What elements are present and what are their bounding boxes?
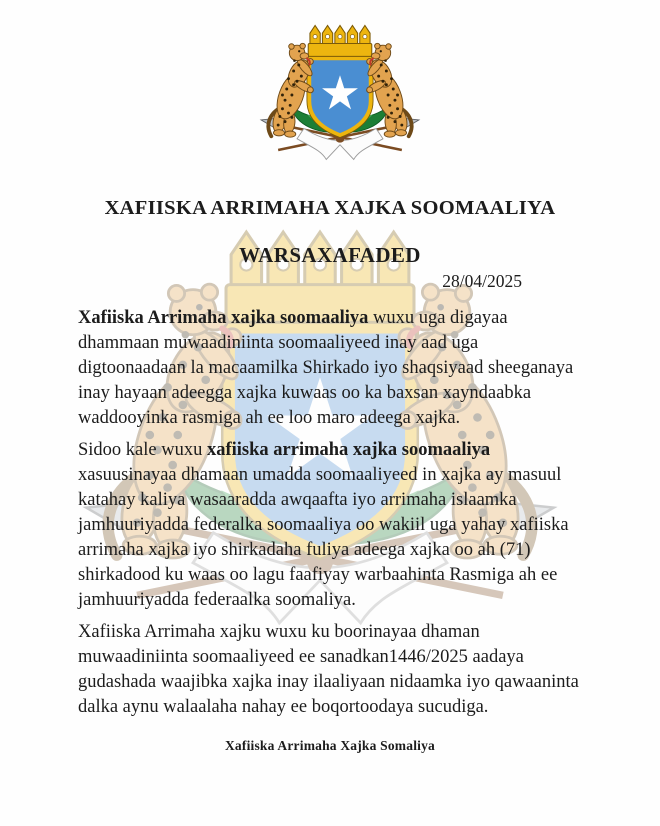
- document-footer: Xafiiska Arrimaha Xajka Somaliya: [224, 738, 436, 753]
- paragraph: [78, 620, 590, 720]
- paragraph-bold-text: xafiiska arrimaha xajka soomaaliya: [206, 440, 491, 460]
- somalia-coat-of-arms-icon: [254, 22, 426, 168]
- document-body: [78, 306, 590, 727]
- paragraph: [78, 438, 590, 613]
- paragraph: [78, 306, 590, 431]
- document-date: 28/04/2025: [442, 271, 522, 291]
- paragraph-text: wuxu uga digayaa dhammaan muwaadiniinta soomaaliyeed inay aad uga digtoonaadaan la macaamilka Shirkado iyo shaqsiyaad sheeganaya inay hayaan adeegga xajka kuwaas oo ka baxsan xayndaabka waddooyinka rasmiga ah ee loo maro adeega xajka.: [78, 308, 574, 428]
- paragraph-text: xasuusinayaa dhamaan umadda soomaaliyeed in xajka ay masuul katahay kaliya wasaaradda awqaafta iyo arrimaha islaamka jamhuuriyadda federalka soomaaliya oo wakiil uga yahay xafiiska arrimaha xajka iyo shirkadaha fuliya adeega xajka oo ah (71) shirkadood ku waas oo lagu faafiyay warbaahinta Rasmiga ah ee jamhuuriyadda federaalka soomaliya.: [78, 465, 569, 610]
- document-title: XAFIISKA ARRIMAHA XAJKA SOOMAALIYA: [104, 197, 556, 219]
- paragraph-text: Sidoo kale wuxu: [78, 440, 207, 460]
- document-subtitle: WARSAXAFADED: [239, 243, 421, 267]
- paragraph-bold-text: Xafiiska Arrimaha xajka soomaaliya: [78, 308, 369, 328]
- paragraph-text: Xafiiska Arrimaha xajku wuxu ku boorinayaa dhaman muwaadiniinta soomaaliyeed ee sanadkan1446/2025 aadaya gudashada waajibka xajka inay ilaaliyaan nidaamka iyo qawaaninta dalka aynu walaalaha nahay ee boqortoodaya sucudiga.: [78, 622, 579, 717]
